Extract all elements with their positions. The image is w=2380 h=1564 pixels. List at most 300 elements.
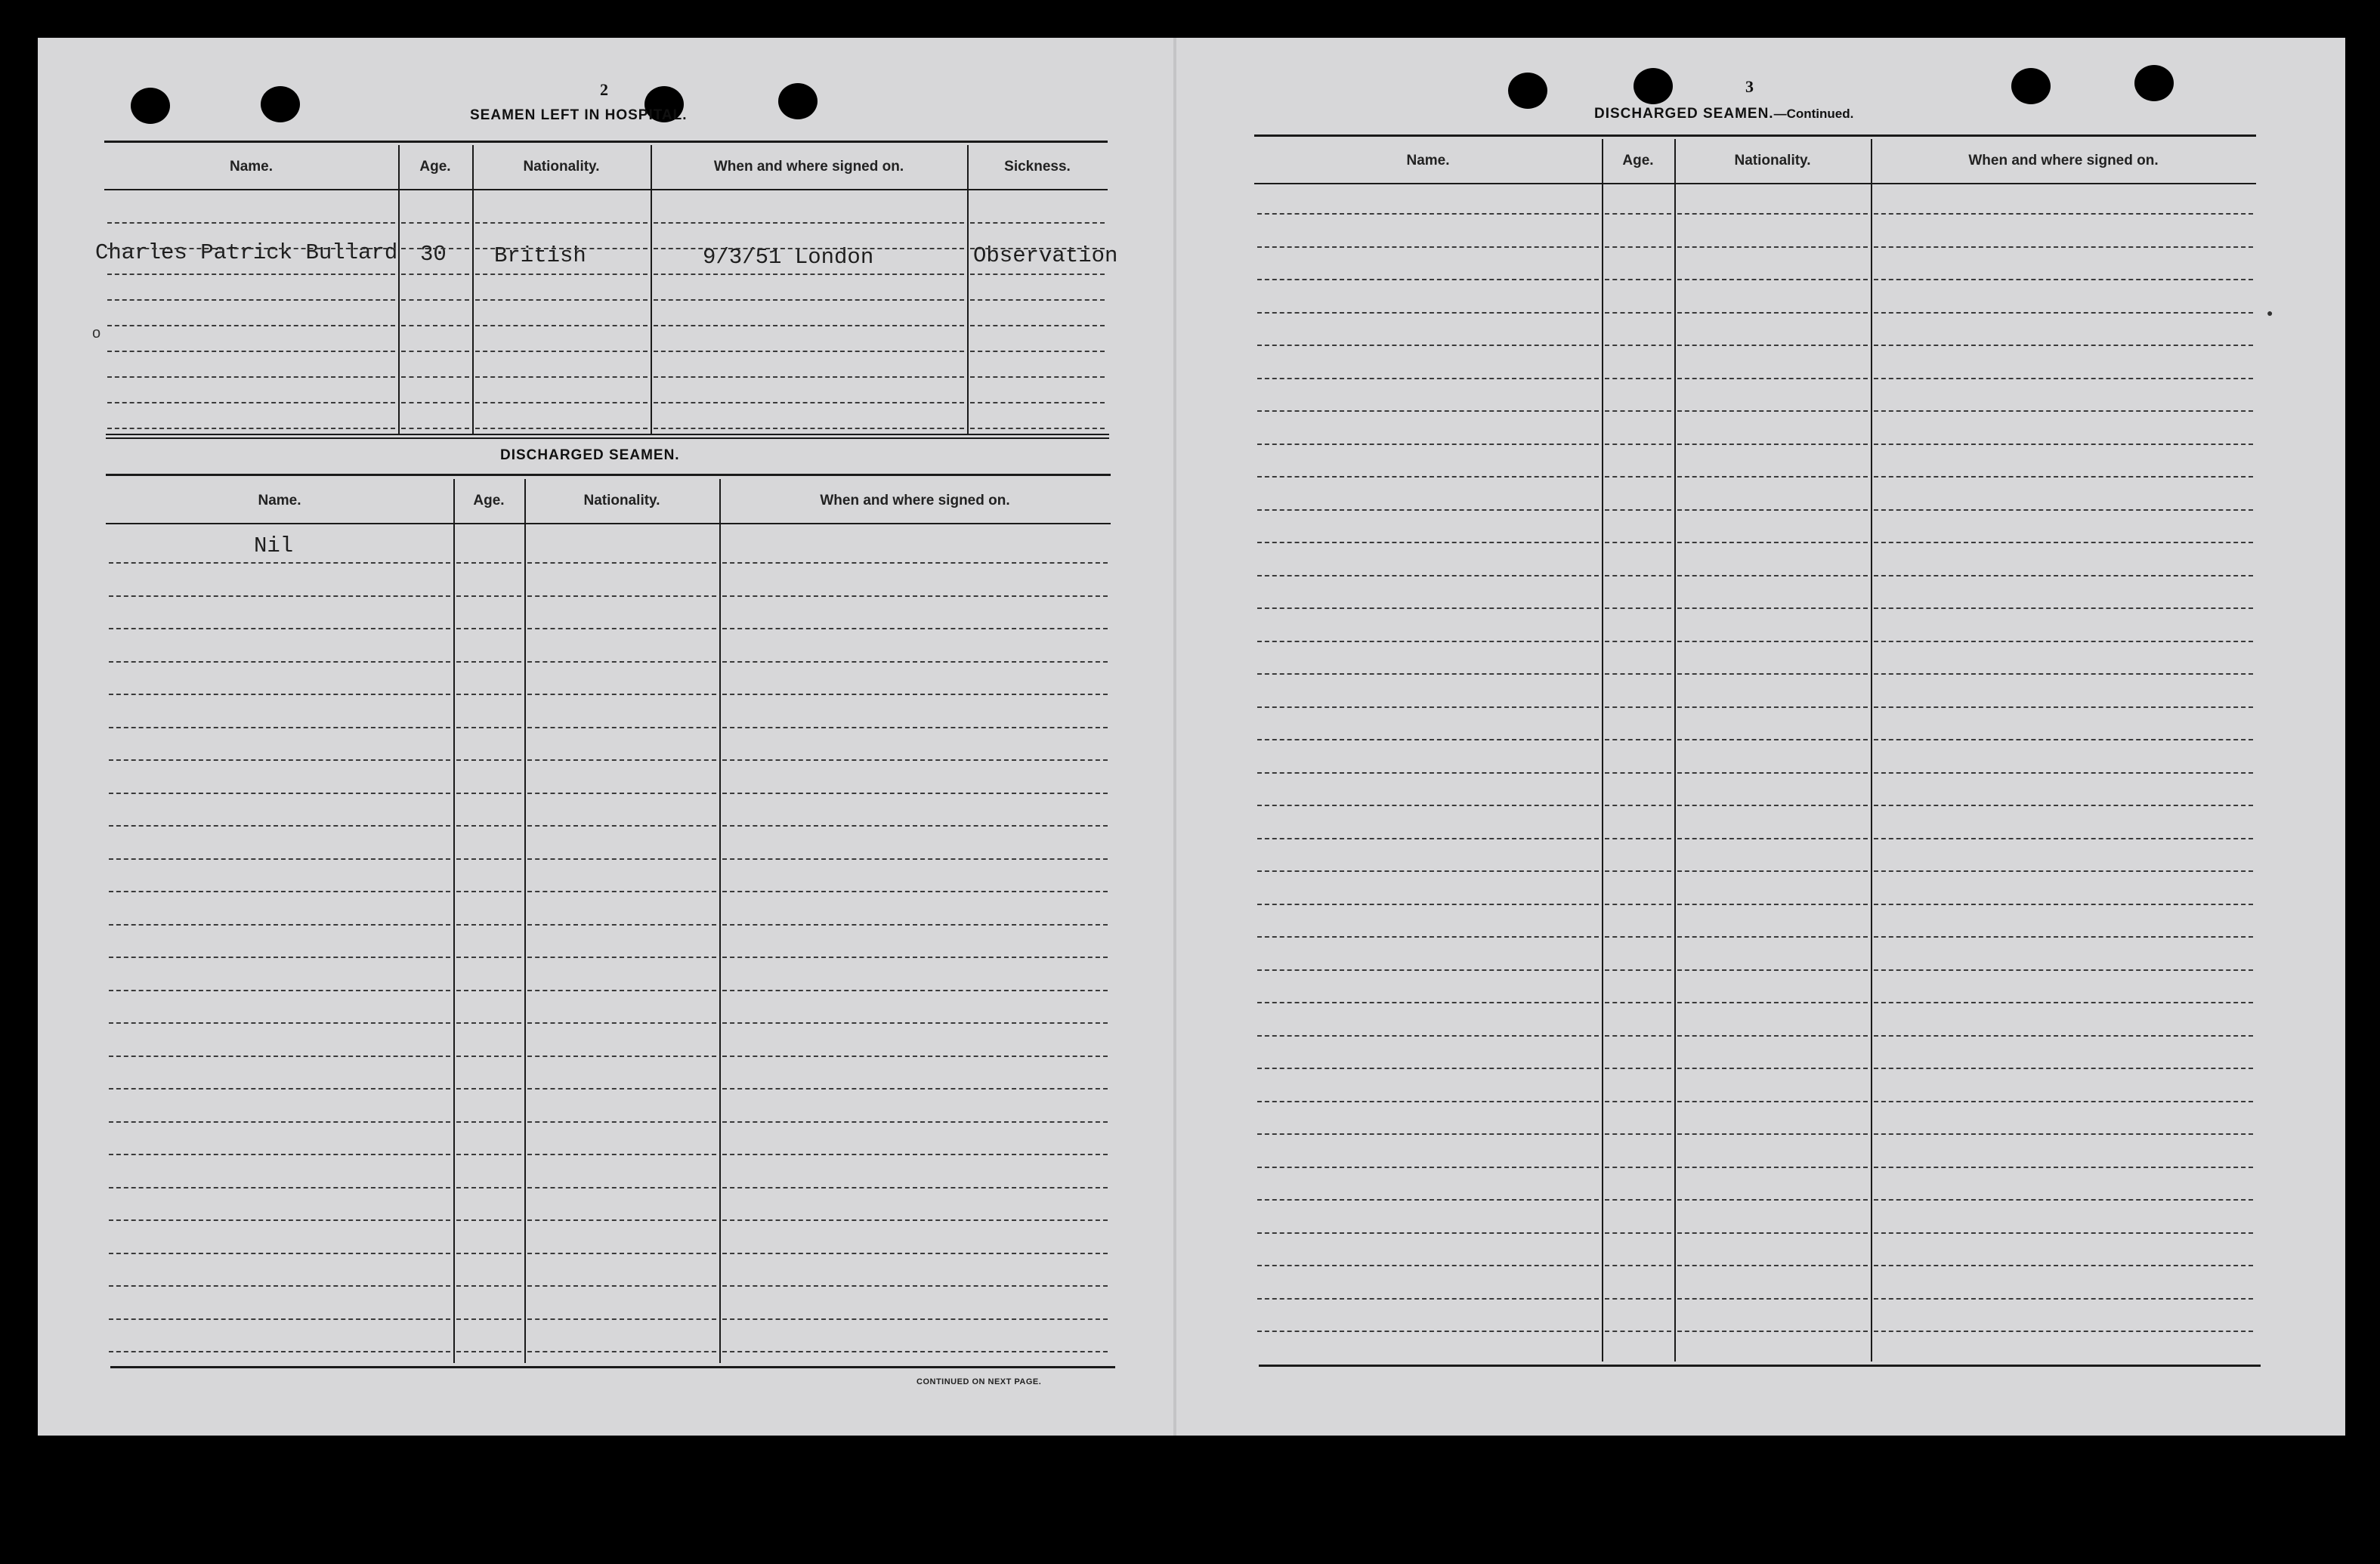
ruled-line: [1605, 739, 1671, 740]
hospital-entry-nationality: British: [494, 243, 586, 268]
ruled-line: [1874, 542, 2253, 543]
ruled-line: [1257, 1232, 1599, 1234]
ruled-line: [527, 990, 716, 991]
ruled-line: [1605, 1101, 1671, 1102]
ruled-line: [109, 1056, 450, 1057]
ruled-line: [1605, 1035, 1671, 1037]
ruled-line: [109, 924, 450, 926]
ruled-line: [527, 1253, 716, 1254]
ruled-line: [1874, 1199, 2253, 1201]
ruled-line: [1257, 345, 1599, 346]
column-header-nationality: Nationality.: [1734, 153, 1811, 168]
ruled-line: [1257, 575, 1599, 576]
ruled-line: [527, 858, 716, 860]
ruled-line: [527, 1022, 716, 1024]
top-rule: [104, 141, 1108, 143]
ruled-line: [1677, 904, 1868, 905]
ruled-line: [1677, 246, 1868, 248]
discharged-continued-table: [1254, 139, 2256, 1362]
ruled-line: [109, 759, 450, 761]
column-header-age: Age.: [1622, 153, 1654, 168]
ruled-line: [1874, 805, 2253, 806]
ruled-line: [654, 299, 964, 301]
discharged-top-rule: [106, 474, 1111, 476]
ruled-line: [456, 891, 521, 892]
ruled-line: [107, 222, 395, 224]
ruled-line: [401, 402, 469, 403]
ruled-line: [475, 402, 648, 403]
ruled-line: [109, 825, 450, 827]
ruled-line: [1874, 1265, 2253, 1266]
ruled-line: [722, 1285, 1108, 1287]
ruled-line: [1677, 1199, 1868, 1201]
top-rule: [1254, 134, 2256, 137]
ruled-line: [456, 825, 521, 827]
ruled-line: [1605, 509, 1671, 511]
ruled-line: [722, 858, 1108, 860]
ruled-line: [1677, 805, 1868, 806]
ruled-line: [109, 727, 450, 728]
title-main: DISCHARGED SEAMEN.: [1594, 106, 1774, 122]
ruled-line: [1874, 509, 2253, 511]
ruled-line: [1677, 279, 1868, 280]
ruled-line: [1605, 410, 1671, 412]
ruled-line: [109, 891, 450, 892]
ruled-line: [456, 990, 521, 991]
ruled-line: [401, 299, 469, 301]
ruled-line: [1874, 1068, 2253, 1069]
ruled-line: [970, 299, 1105, 301]
ruled-line: [1605, 1167, 1671, 1168]
column-divider: [453, 479, 455, 1363]
ruled-line: [456, 858, 521, 860]
column-divider: [524, 479, 526, 1363]
ruled-line: [456, 924, 521, 926]
ruled-line: [1605, 1133, 1671, 1135]
ruled-line: [1257, 641, 1599, 642]
ruled-line: [1677, 838, 1868, 839]
punch-hole: [261, 86, 300, 122]
ruled-line: [1874, 279, 2253, 280]
ruled-line: [1874, 1002, 2253, 1003]
ruled-line: [1605, 1298, 1671, 1300]
ruled-line: [527, 1285, 716, 1287]
ruled-line: [1605, 969, 1671, 971]
ruled-line: [527, 1219, 716, 1221]
ruled-line: [1677, 542, 1868, 543]
ruled-line: [970, 222, 1105, 224]
ruled-line: [1874, 1035, 2253, 1037]
ruled-line: [527, 661, 716, 663]
ruled-line: [456, 1219, 521, 1221]
column-header-nationality: Nationality.: [523, 159, 600, 175]
ruled-line: [109, 562, 450, 564]
ruled-line: [1605, 1199, 1671, 1201]
ruled-line: [1874, 1331, 2253, 1332]
ruled-line: [1257, 772, 1599, 774]
ruled-line: [109, 628, 450, 629]
ruled-line: [1605, 246, 1671, 248]
ruled-line: [109, 1187, 450, 1188]
discharged-table: [106, 479, 1111, 1363]
ruled-line: [722, 1056, 1108, 1057]
ruled-line: [109, 1154, 450, 1155]
ruled-line: [1257, 838, 1599, 839]
ruled-line: [1257, 739, 1599, 740]
ruled-line: [1257, 870, 1599, 872]
ruled-line: [1257, 410, 1599, 412]
ruled-line: [456, 727, 521, 728]
ruled-line: [1677, 936, 1868, 938]
ruled-line: [527, 1351, 716, 1352]
ruled-line: [722, 628, 1108, 629]
punch-hole: [1508, 73, 1547, 109]
ruled-line: [1605, 1068, 1671, 1069]
ruled-line: [1677, 706, 1868, 708]
ruled-line: [1874, 641, 2253, 642]
ruled-line: [1605, 772, 1671, 774]
ruled-line: [1874, 673, 2253, 675]
ruled-line: [1257, 1133, 1599, 1135]
ruled-line: [722, 957, 1108, 958]
ruled-line: [1257, 706, 1599, 708]
ruled-line: [722, 1187, 1108, 1188]
ruled-line: [1677, 1331, 1868, 1332]
ruled-line: [1257, 969, 1599, 971]
hospital-entry-age: 30: [420, 242, 447, 267]
punch-hole: [2134, 65, 2174, 101]
ruled-line: [1677, 870, 1868, 872]
ruled-line: [1257, 279, 1599, 280]
ruled-line: [654, 428, 964, 429]
continued-note: CONTINUED ON NEXT PAGE.: [916, 1377, 1042, 1386]
ruled-line: [1874, 772, 2253, 774]
ruled-line: [1605, 1331, 1671, 1332]
ruled-line: [1605, 1265, 1671, 1266]
discharged-section-title: DISCHARGED SEAMEN.: [500, 447, 680, 463]
ruled-line: [1874, 1232, 2253, 1234]
ruled-line: [475, 428, 648, 429]
ruled-line: [456, 694, 521, 695]
ruled-line: [475, 325, 648, 326]
ruled-line: [109, 1318, 450, 1320]
ruled-line: [456, 595, 521, 597]
ruled-line: [1677, 739, 1868, 740]
ruled-line: [109, 957, 450, 958]
ruled-line: [722, 924, 1108, 926]
ruled-line: [1605, 542, 1671, 543]
ruled-line: [109, 858, 450, 860]
ruled-line: [1874, 410, 2253, 412]
ruled-line: [1605, 904, 1671, 905]
ruled-line: [1874, 378, 2253, 379]
ruled-line: [722, 793, 1108, 794]
ruled-line: [970, 376, 1105, 378]
ruled-line: [1605, 673, 1671, 675]
ruled-line: [1874, 246, 2253, 248]
ruled-line: [109, 793, 450, 794]
ruled-line: [527, 628, 716, 629]
ruled-line: [1677, 969, 1868, 971]
ruled-line: [1257, 936, 1599, 938]
ruled-line: [1874, 476, 2253, 478]
ruled-line: [107, 351, 395, 352]
ruled-line: [1605, 345, 1671, 346]
ruled-line: [1257, 444, 1599, 445]
ruled-line: [475, 248, 648, 249]
ruled-line: [722, 1121, 1108, 1123]
ruled-line: [1257, 213, 1599, 215]
ruled-line: [1257, 1298, 1599, 1300]
ruled-line: [107, 274, 395, 275]
column-header-nationality: Nationality.: [583, 493, 660, 508]
ruled-line: [1874, 1133, 2253, 1135]
ruled-line: [654, 402, 964, 403]
ruled-line: [475, 222, 648, 224]
ruled-line: [1874, 1101, 2253, 1102]
ruled-line: [527, 793, 716, 794]
ruled-line: [1874, 607, 2253, 609]
ruled-line: [1257, 1035, 1599, 1037]
ruled-line: [722, 595, 1108, 597]
ruled-line: [527, 924, 716, 926]
ruled-line: [1874, 838, 2253, 839]
bottom-rule: [1259, 1365, 2261, 1367]
ruled-line: [401, 274, 469, 275]
ruled-line: [107, 325, 395, 326]
ruled-line: [1605, 378, 1671, 379]
hospital-entry-name: Charles Patrick Bullard: [95, 240, 398, 265]
ruled-line: [1874, 444, 2253, 445]
ruled-line: [1874, 706, 2253, 708]
ruled-line: [527, 1318, 716, 1320]
ruled-line: [1605, 838, 1671, 839]
ruled-line: [107, 299, 395, 301]
ruled-line: [1257, 1199, 1599, 1201]
section-divider: [106, 434, 1109, 439]
ruled-line: [401, 351, 469, 352]
ruled-line: [1677, 509, 1868, 511]
discharged-continued-title: [1594, 106, 1853, 122]
ruled-line: [1605, 312, 1671, 314]
ruled-line: [456, 1088, 521, 1090]
ruled-line: [722, 1154, 1108, 1155]
column-header-age: Age.: [419, 159, 451, 175]
page-number: 3: [1745, 77, 1754, 96]
ruled-line: [1874, 213, 2253, 215]
column-divider: [1674, 139, 1676, 1362]
bottom-rule: [110, 1366, 1115, 1368]
ruled-line: [456, 1121, 521, 1123]
ruled-line: [456, 1154, 521, 1155]
ruled-line: [722, 661, 1108, 663]
ruled-line: [107, 248, 395, 249]
ruled-line: [654, 222, 964, 224]
ruled-line: [109, 1219, 450, 1221]
ruled-line: [1257, 1002, 1599, 1003]
ruled-line: [475, 351, 648, 352]
column-divider: [1602, 139, 1603, 1362]
ruled-line: [527, 727, 716, 728]
ruled-line: [1677, 1068, 1868, 1069]
ruled-line: [1874, 936, 2253, 938]
ruled-line: [1874, 904, 2253, 905]
ruled-line: [456, 661, 521, 663]
ruled-line: [109, 694, 450, 695]
ruled-line: [456, 1022, 521, 1024]
ruled-line: [527, 1154, 716, 1155]
ruled-line: [1257, 378, 1599, 379]
ruled-line: [1677, 1232, 1868, 1234]
ruled-line: [1677, 575, 1868, 576]
column-header-name: Name.: [258, 493, 301, 508]
hospital-entry-sickness: Observation: [973, 243, 1118, 268]
ruled-line: [109, 1022, 450, 1024]
stray-mark: ●: [2267, 307, 2273, 319]
ruled-line: [401, 222, 469, 224]
ruled-line: [1257, 904, 1599, 905]
ruled-line: [1257, 805, 1599, 806]
ruled-line: [1677, 641, 1868, 642]
ruled-line: [109, 1253, 450, 1254]
column-header-name: Name.: [1406, 153, 1450, 168]
column-divider: [1871, 139, 1872, 1362]
ruled-line: [475, 299, 648, 301]
ruled-line: [970, 274, 1105, 275]
ruled-line: [527, 595, 716, 597]
ruled-line: [1605, 444, 1671, 445]
ruled-line: [1257, 1167, 1599, 1168]
ruled-line: [456, 957, 521, 958]
ruled-line: [527, 694, 716, 695]
ruled-line: [456, 759, 521, 761]
page-number: 2: [600, 80, 608, 99]
ruled-line: [1257, 607, 1599, 609]
ruled-line: [1677, 1167, 1868, 1168]
column-divider: [967, 145, 969, 435]
ruled-line: [1257, 246, 1599, 248]
left-page: [38, 38, 1175, 1436]
ruled-line: [1605, 213, 1671, 215]
ruled-line: [109, 1088, 450, 1090]
ruled-line: [1257, 476, 1599, 478]
title-suffix: —Continued.: [1773, 107, 1854, 121]
header-rule: [106, 523, 1111, 524]
ruled-line: [1874, 312, 2253, 314]
ruled-line: [1257, 1331, 1599, 1332]
ruled-line: [1257, 1101, 1599, 1102]
ruled-line: [107, 376, 395, 378]
ruled-line: [1605, 936, 1671, 938]
column-divider: [651, 145, 652, 435]
hospital-section-title: SEAMEN LEFT IN HOSPITAL.: [470, 107, 688, 123]
ruled-line: [1874, 739, 2253, 740]
column-header-age: Age.: [473, 493, 505, 508]
ruled-line: [1874, 345, 2253, 346]
ruled-line: [654, 274, 964, 275]
ruled-line: [109, 1121, 450, 1123]
page-fold: [1173, 38, 1176, 1436]
ruled-line: [109, 1285, 450, 1287]
column-divider: [719, 479, 721, 1363]
ruled-line: [1677, 772, 1868, 774]
ruled-line: [401, 376, 469, 378]
ruled-line: [1605, 641, 1671, 642]
ruled-line: [527, 1088, 716, 1090]
ruled-line: [1677, 410, 1868, 412]
ruled-line: [722, 891, 1108, 892]
ruled-line: [456, 1285, 521, 1287]
ruled-line: [1677, 345, 1868, 346]
ruled-line: [1257, 673, 1599, 675]
ruled-line: [456, 1253, 521, 1254]
ruled-line: [1677, 444, 1868, 445]
ruled-line: [722, 1088, 1108, 1090]
punch-hole: [2011, 68, 2051, 104]
column-header-signed-on: When and where signed on.: [1968, 153, 2159, 168]
ruled-line: [1874, 969, 2253, 971]
header-rule: [1254, 183, 2256, 184]
ledger-sheet: [38, 38, 2345, 1436]
header-rule: [104, 189, 1108, 190]
ruled-line: [722, 1219, 1108, 1221]
ruled-line: [1605, 279, 1671, 280]
ruled-line: [1874, 575, 2253, 576]
punch-hole: [1634, 68, 1673, 104]
ruled-line: [475, 274, 648, 275]
ruled-line: [970, 428, 1105, 429]
ruled-line: [722, 825, 1108, 827]
ruled-line: [109, 990, 450, 991]
ruled-line: [1605, 575, 1671, 576]
ruled-line: [654, 376, 964, 378]
ruled-line: [1874, 870, 2253, 872]
punch-hole: [131, 88, 170, 124]
column-header-signed-on: When and where signed on.: [820, 493, 1010, 508]
ruled-line: [1677, 312, 1868, 314]
ruled-line: [1257, 312, 1599, 314]
ruled-line: [722, 1253, 1108, 1254]
ruled-line: [654, 248, 964, 249]
ruled-line: [970, 325, 1105, 326]
ruled-line: [1677, 1101, 1868, 1102]
ruled-line: [527, 891, 716, 892]
ruled-line: [401, 325, 469, 326]
ruled-line: [527, 957, 716, 958]
ruled-line: [1677, 673, 1868, 675]
ruled-line: [970, 402, 1105, 403]
ruled-line: [1257, 509, 1599, 511]
ruled-line: [1605, 805, 1671, 806]
hospital-entry-signed-on: 9/3/51 London: [703, 245, 874, 270]
ruled-line: [1257, 1265, 1599, 1266]
ruled-line: [456, 1056, 521, 1057]
ruled-line: [401, 248, 469, 249]
ruled-line: [1605, 1232, 1671, 1234]
ruled-line: [1677, 213, 1868, 215]
ruled-line: [1874, 1167, 2253, 1168]
ruled-line: [109, 661, 450, 663]
ruled-line: [527, 562, 716, 564]
ruled-line: [1677, 1133, 1868, 1135]
stray-mark: o: [92, 325, 101, 342]
ruled-line: [1257, 542, 1599, 543]
ruled-line: [527, 759, 716, 761]
hospital-table: [95, 145, 1118, 438]
ruled-line: [1874, 1298, 2253, 1300]
ruled-line: [970, 248, 1105, 249]
discharged-entry-name: Nil: [254, 533, 294, 558]
